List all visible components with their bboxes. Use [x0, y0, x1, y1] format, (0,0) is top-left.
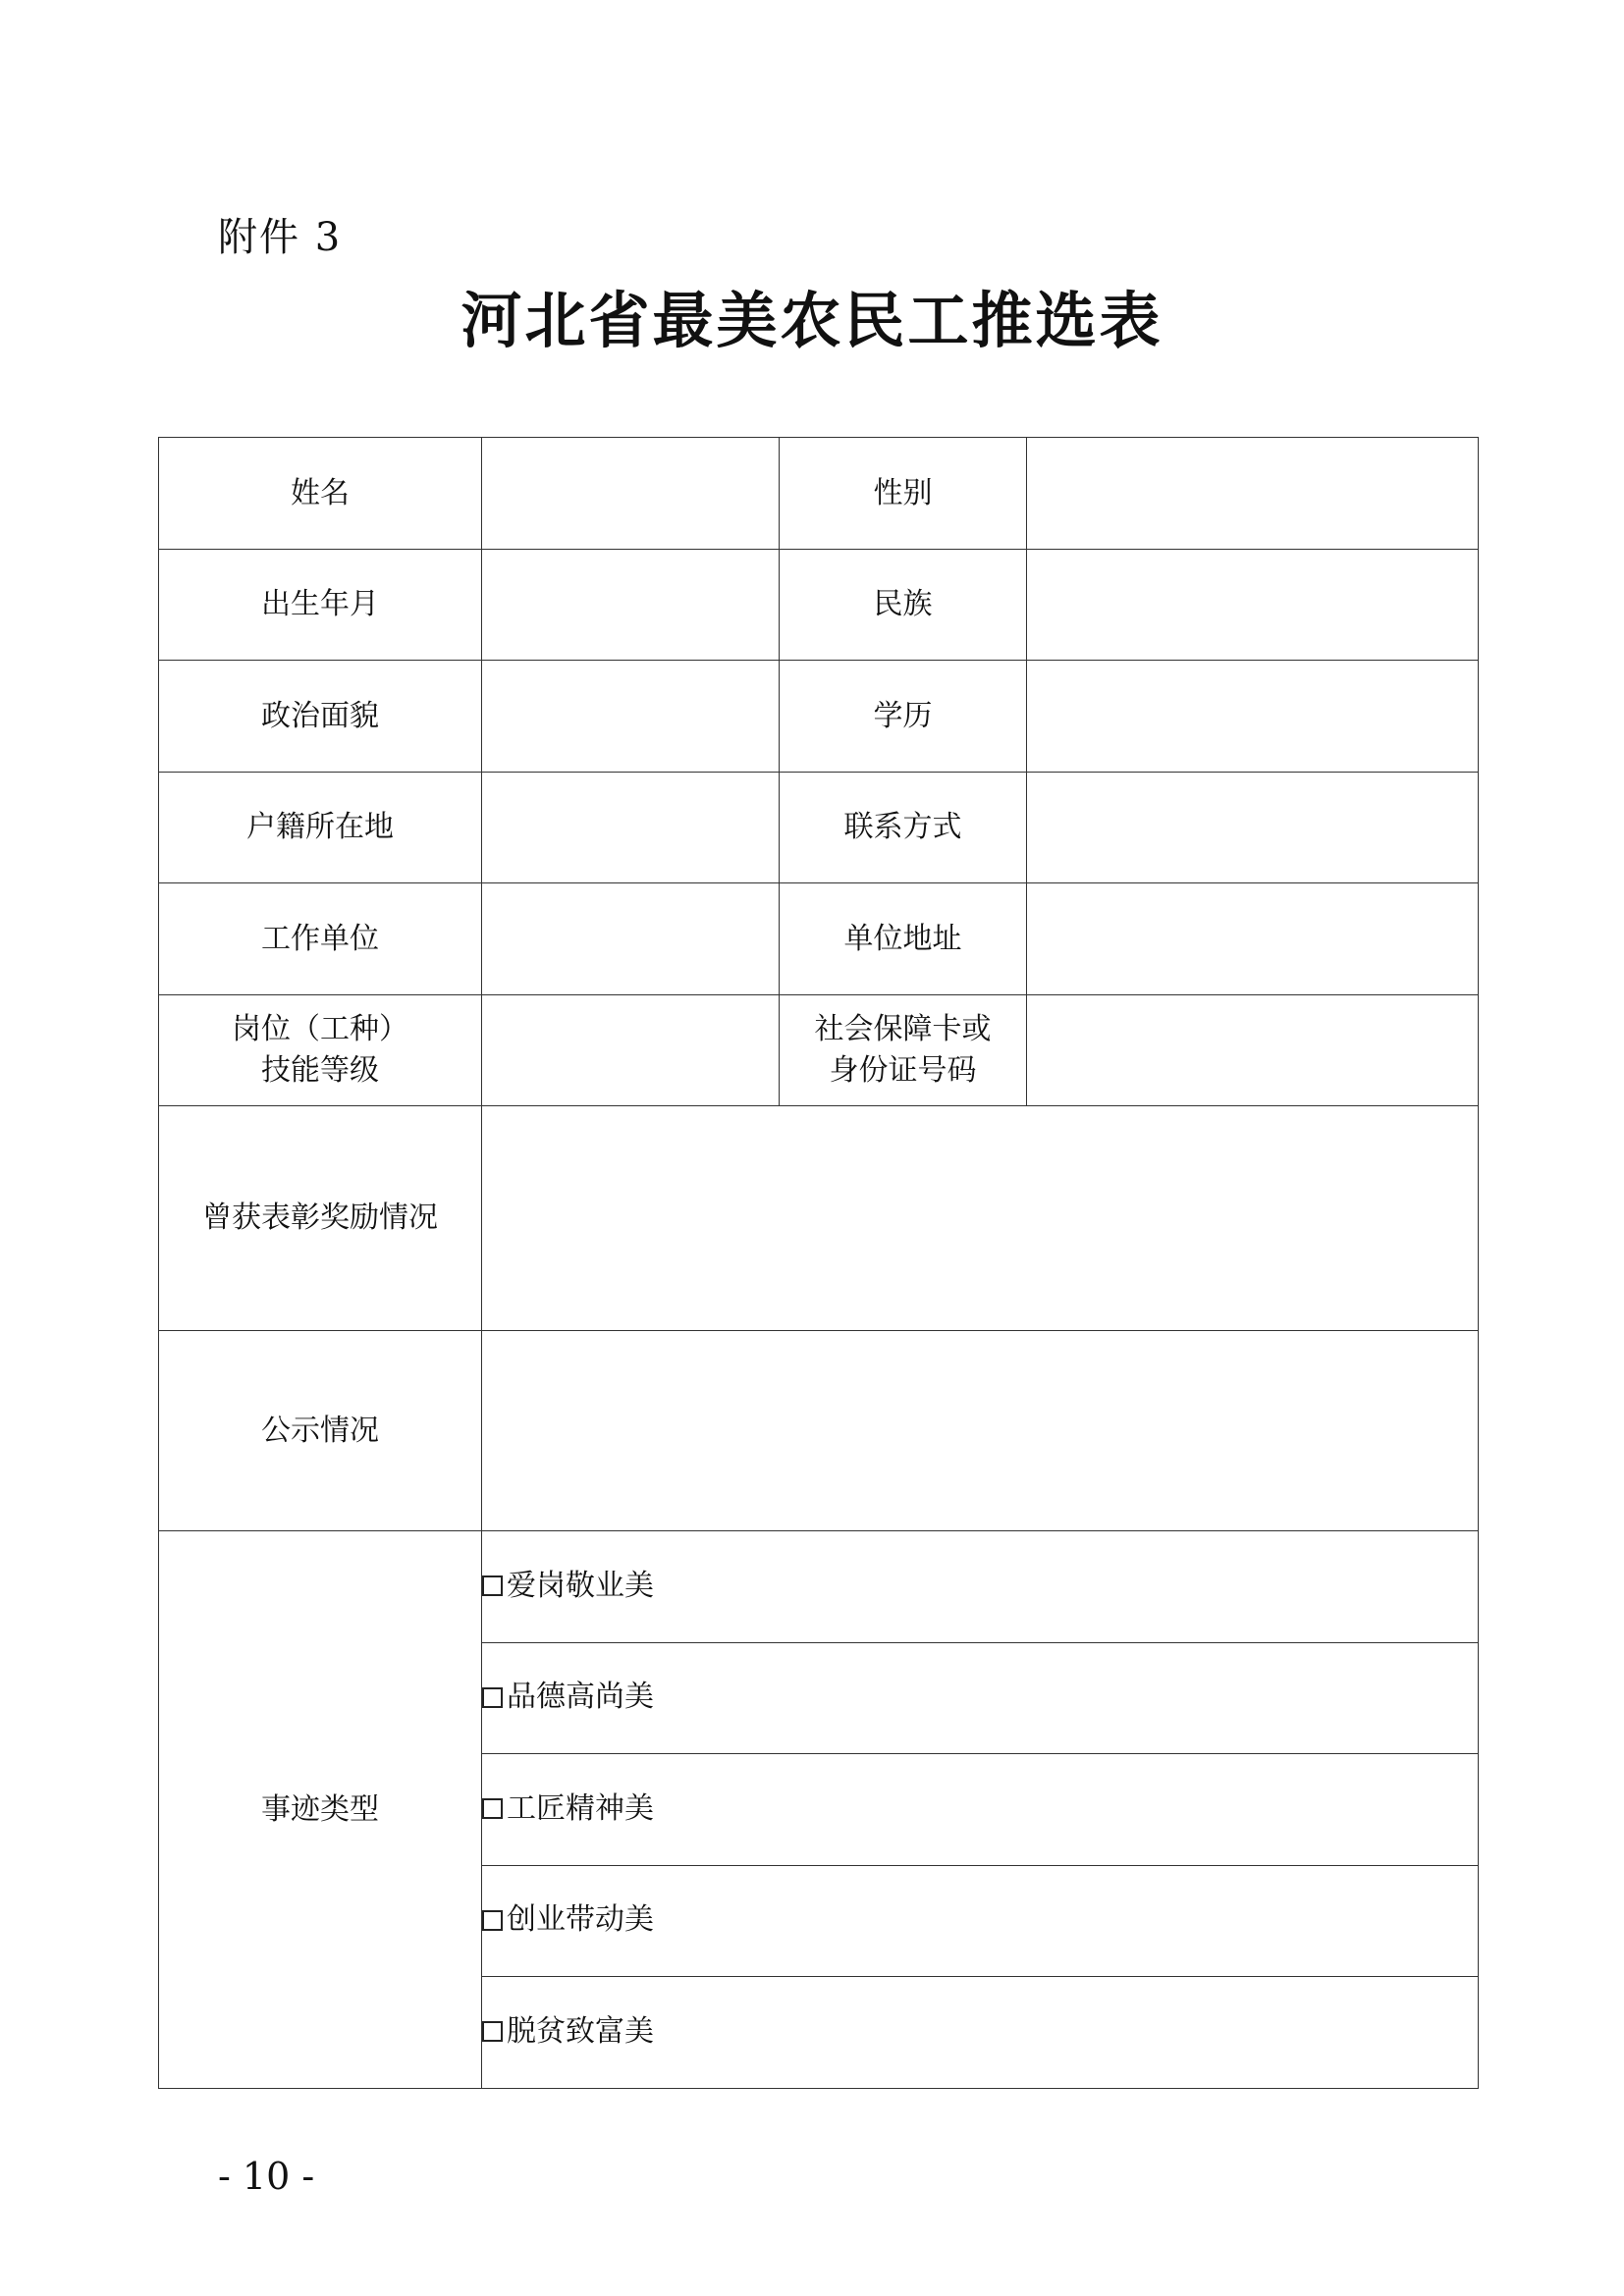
form-row-publicity — [159, 1331, 1479, 1531]
form-row-work — [159, 883, 1479, 995]
id-number-label — [780, 995, 1027, 1106]
ethnicity-field[interactable] — [1027, 550, 1479, 661]
birth-date-field[interactable] — [482, 550, 780, 661]
id-card-label-line: 身份证号码 — [829, 1053, 977, 1088]
document-title: 河北省最美农民工推选表 — [460, 285, 1164, 356]
deed-option-label: 工匠精神美 — [507, 1790, 654, 1826]
deed-option-cell — [482, 1866, 1479, 1977]
deed-option[interactable] — [482, 2011, 654, 2053]
checkbox-icon[interactable] — [482, 1910, 503, 1931]
form-row-name — [159, 438, 1479, 550]
checkbox-icon[interactable] — [482, 1687, 503, 1708]
attachment-label: 附件 3 — [218, 215, 343, 260]
work-unit-field[interactable] — [482, 883, 780, 995]
gender-field[interactable] — [1027, 438, 1479, 550]
political-status-field[interactable] — [482, 661, 780, 773]
id-number-field[interactable] — [1027, 995, 1479, 1106]
education-field[interactable] — [1027, 661, 1479, 773]
deed-option-row — [159, 1531, 1479, 1643]
deed-option-label: 爱岗敬业美 — [507, 1568, 654, 1603]
page-number: - 10 - — [218, 2155, 315, 2198]
birth-date-label: 出生年月 — [159, 550, 482, 661]
publicity-label: 公示情况 — [159, 1331, 482, 1531]
education-label: 学历 — [780, 661, 1027, 773]
work-unit-label: 工作单位 — [159, 883, 482, 995]
political-status-label: 政治面貌 — [159, 661, 482, 773]
household-registration-label: 户籍所在地 — [159, 773, 482, 883]
household-registration-field[interactable] — [482, 773, 780, 883]
checkbox-icon[interactable] — [482, 1575, 503, 1596]
awards-label: 曾获表彰奖励情况 — [159, 1106, 482, 1331]
name-field[interactable] — [482, 438, 780, 550]
form-row-birth — [159, 550, 1479, 661]
deed-option-label: 创业带动美 — [507, 1902, 654, 1938]
unit-address-label: 单位地址 — [780, 883, 1027, 995]
deed-type-label: 事迹类型 — [159, 1531, 482, 2089]
publicity-field[interactable] — [482, 1331, 1479, 1531]
checkbox-icon[interactable] — [482, 1798, 503, 1819]
deed-option[interactable] — [482, 1789, 654, 1830]
deed-option-cell — [482, 1643, 1479, 1754]
contact-field[interactable] — [1027, 773, 1479, 883]
gender-label: 性别 — [780, 438, 1027, 550]
deed-option[interactable] — [482, 1899, 654, 1941]
deed-option-label: 品德高尚美 — [507, 1680, 654, 1715]
deed-option[interactable] — [482, 1677, 654, 1718]
nomination-form-table — [158, 437, 1479, 2089]
deed-option-cell — [482, 1531, 1479, 1643]
name-label: 姓名 — [159, 438, 482, 550]
deed-option-cell — [482, 1977, 1479, 2089]
contact-label: 联系方式 — [780, 773, 1027, 883]
social-security-label-line: 社会保障卡或 — [814, 1012, 992, 1046]
checkbox-icon[interactable] — [482, 2021, 503, 2042]
position-skill-label — [159, 995, 482, 1106]
skill-level-label-line: 技能等级 — [261, 1053, 379, 1088]
form-row-position — [159, 995, 1479, 1106]
form-row-household — [159, 773, 1479, 883]
position-skill-field[interactable] — [482, 995, 780, 1106]
deed-option[interactable] — [482, 1566, 654, 1607]
deed-option-label: 脱贫致富美 — [507, 2013, 654, 2049]
ethnicity-label: 民族 — [780, 550, 1027, 661]
form-row-political — [159, 661, 1479, 773]
position-label-line: 岗位（工种） — [232, 1012, 408, 1046]
deed-option-cell — [482, 1754, 1479, 1866]
unit-address-field[interactable] — [1027, 883, 1479, 995]
awards-field[interactable] — [482, 1106, 1479, 1331]
form-row-awards — [159, 1106, 1479, 1331]
